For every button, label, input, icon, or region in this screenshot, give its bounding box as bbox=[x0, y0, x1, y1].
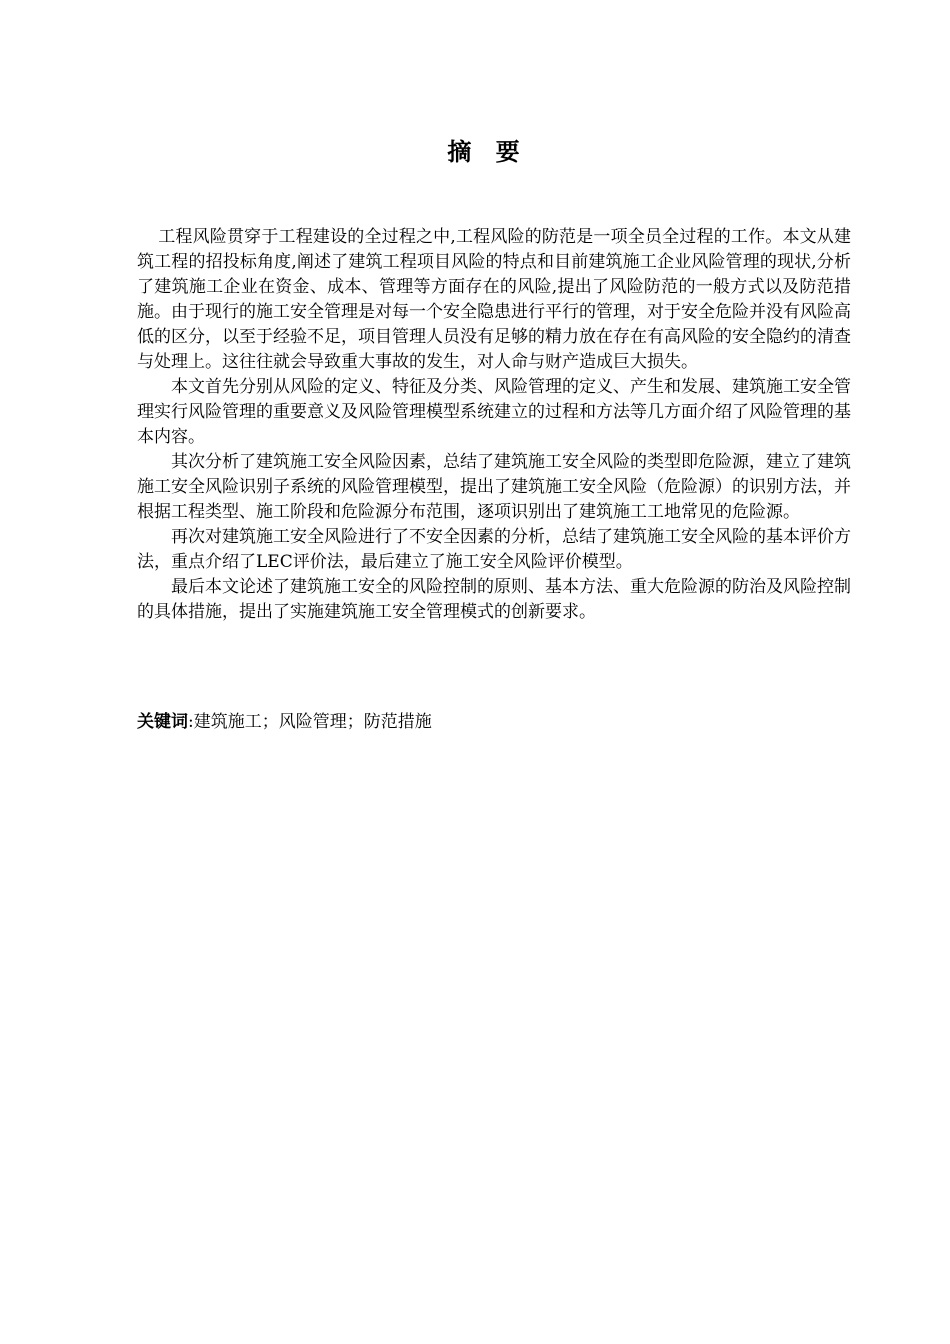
keywords-line bbox=[137, 710, 851, 735]
abstract-title: 摘 要 bbox=[447, 138, 528, 166]
abstract-paragraph-5: 最后本文论述了建筑施工安全的风险控制的原则、基本方法、重大危险源的防治及风险控制的具体措施，提出了实施建筑施工安全管理模式的创新要求。 bbox=[137, 577, 851, 622]
abstract-body bbox=[137, 225, 851, 625]
keywords-separator: : bbox=[188, 712, 194, 732]
abstract-paragraph-2: 本文首先分别从风险的定义、特征及分类、风险管理的定义、产生和发展、建筑施工安全管理实行风险管理的重要意义及风险管理模型系统建立的过程和方法等几方面介绍了风险管理的基本内容。 bbox=[137, 377, 851, 447]
keywords-text: 建筑施工；风险管理；防范措施 bbox=[193, 712, 432, 732]
keywords-label: 关键词 bbox=[137, 712, 188, 732]
abstract-paragraph-4: 再次对建筑施工安全风险进行了不安全因素的分析，总结了建筑施工安全风险的基本评价方法，重点介绍了LEC评价法，最后建立了施工安全风险评价模型。 bbox=[137, 527, 851, 572]
abstract-paragraph-1: 工程风险贯穿于工程建设的全过程之中,工程风险的防范是一项全员全过程的工作。本文从建筑工程的招投标角度,阐述了建筑工程项目风险的特点和目前建筑施工企业风险管理的现状,分析了建筑施工企业在资金、成本、管理等方面存在的风险,提出了风险防范的一般方式以及防范措施。由于现行的施工安全管理是对每一个安全隐患进行平行的管理，对于安全危险并没有风险高低的区分，以至于经验不足，项目管理人员没有足够的精力放在存在有高风险的安全隐约的清查与处理上。这往往就会导致重大事故的发生，对人命与财产造成巨大损失。 bbox=[137, 227, 851, 372]
abstract-paragraph-3: 其次分析了建筑施工安全风险因素，总结了建筑施工安全风险的类型即危险源，建立了建筑施工安全风险识别子系统的风险管理模型，提出了建筑施工安全风险（危险源）的识别方法，并根据工程类型、施工阶段和危险源分布范围，逐项识别出了建筑施工工地常见的危险源。 bbox=[137, 452, 851, 522]
